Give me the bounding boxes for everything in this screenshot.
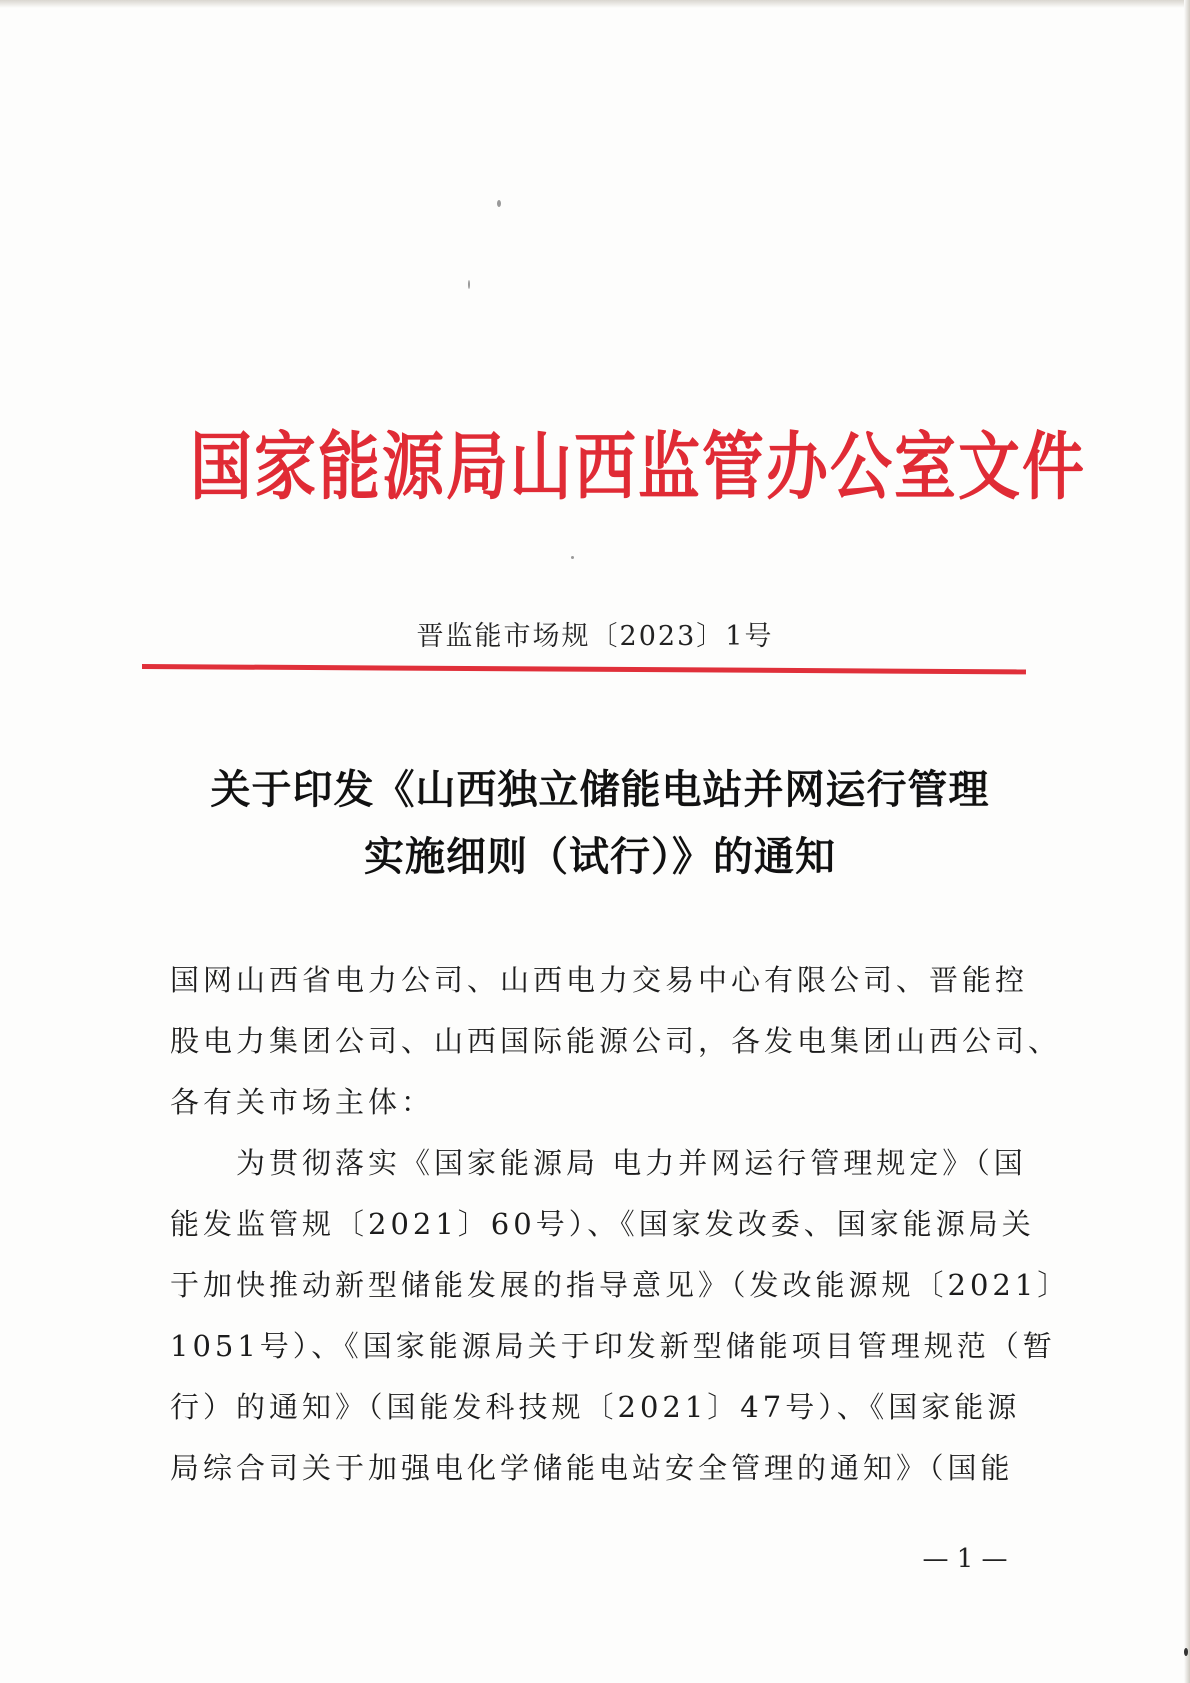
body-line-3: 各有关市场主体： [170,1085,435,1119]
document-number: 晋监能市场规〔2023〕1号 [416,621,774,652]
issuing-authority-header: 国家能源局山西监管办公室文件 [190,423,1087,510]
scan-edge-top [0,0,1190,8]
body-line-8: 行）的通知》（国能发科技规〔2021〕47号）、《国家能源 [170,1390,1021,1424]
red-divider-line [142,664,1026,674]
scan-speck [497,200,501,207]
scan-speck [468,280,470,289]
body-line-4: 为贯彻落实《国家能源局 电力并网运行管理规定》（国 [170,1146,1027,1180]
scan-speck [571,556,574,559]
body-line-2: 股电力集团公司、山西国际能源公司，各发电集团山西公司、 [170,1024,1062,1058]
scan-edge-right [1184,0,1190,1683]
scan-speck [1184,1648,1188,1656]
body-line-9: 局综合司关于加强电化学储能电站安全管理的通知》（国能 [170,1451,1014,1485]
notice-title-line-1: 关于印发《山西独立储能电站并网运行管理 [210,766,990,813]
body-line-5: 能发监管规〔2021〕60号）、《国家发改委、国家能源局关 [170,1207,1035,1241]
body-line-6: 于加快推动新型储能发展的指导意见》（发改能源规〔2021〕 [170,1268,1071,1302]
page-number: — 1 — [922,1544,1008,1574]
body-line-1: 国网山西省电力公司、山西电力交易中心有限公司、晋能控 [170,963,1029,997]
body-line-7: 1051号）、《国家能源局关于印发新型储能项目管理规范（暂 [170,1329,1056,1363]
notice-title-line-2: 实施细则（试行）》的通知 [364,833,836,880]
